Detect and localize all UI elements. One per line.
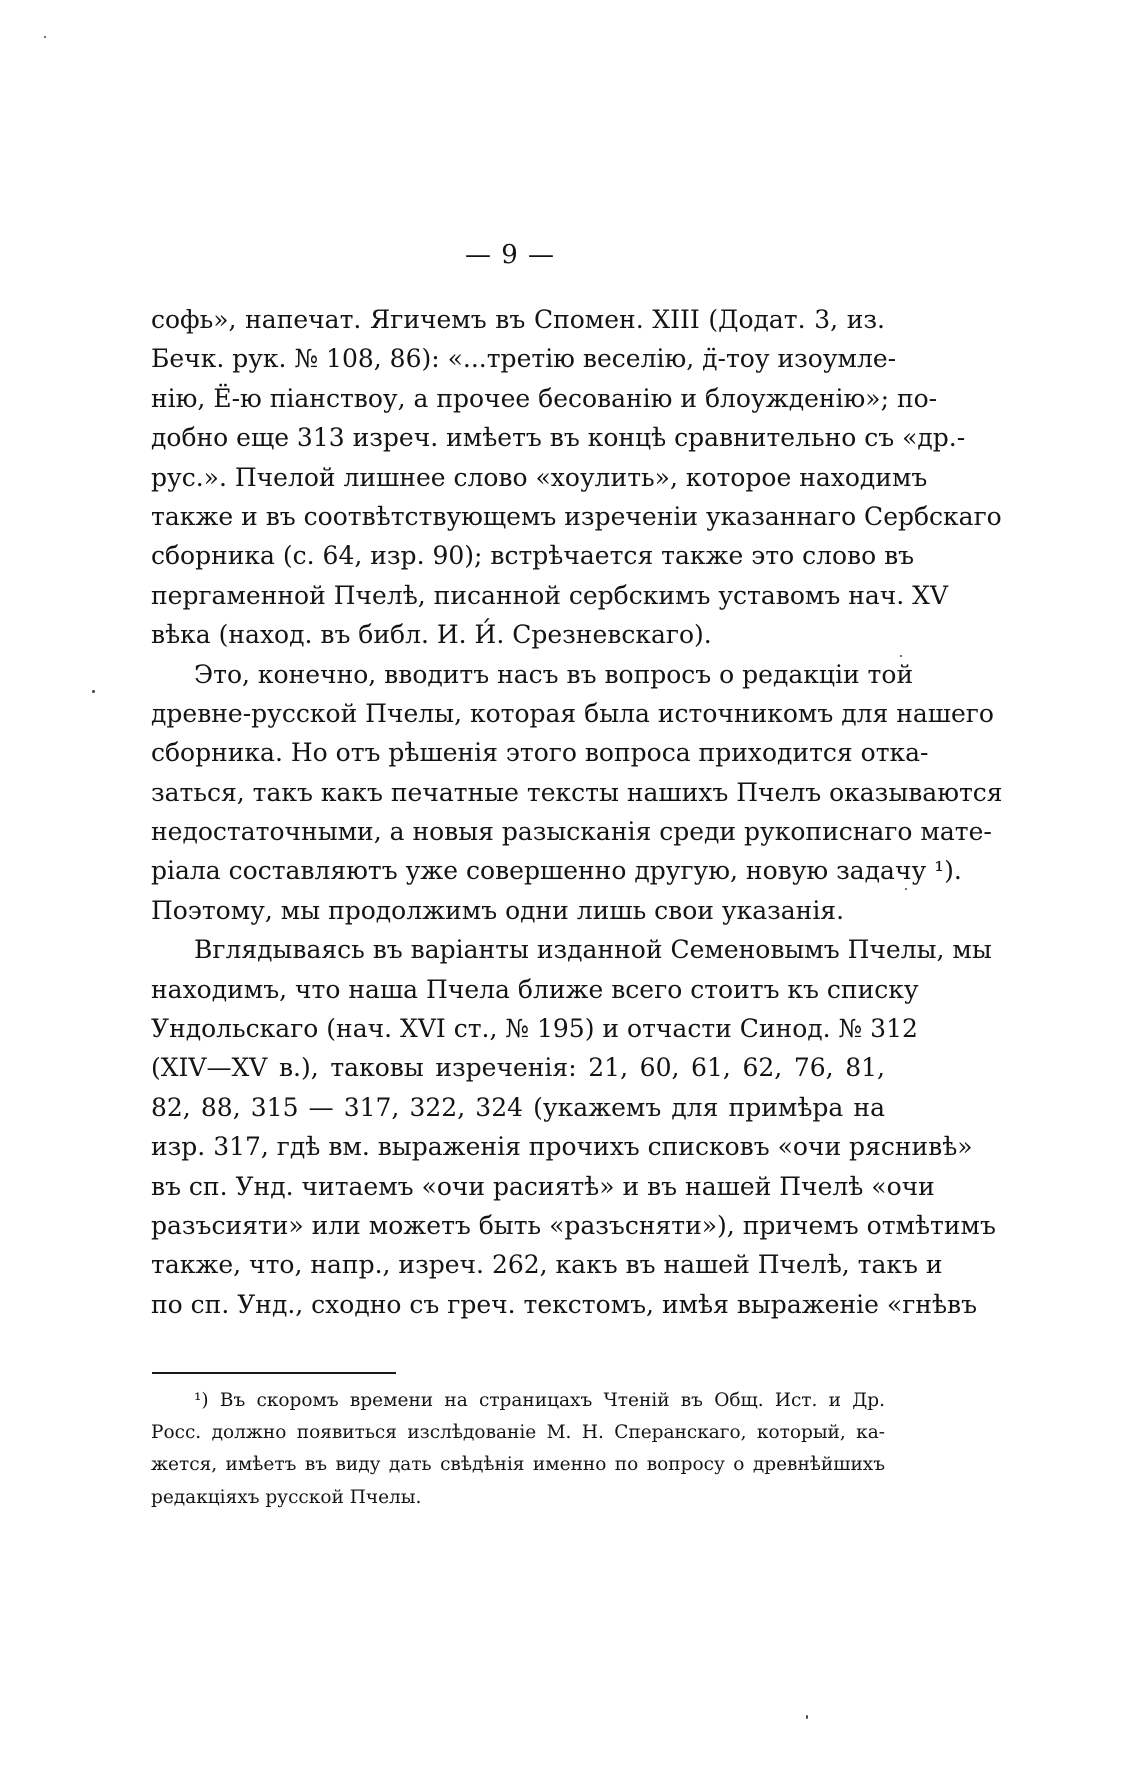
scan-speck	[900, 655, 902, 657]
text-line: древне-русской Пчелы, которая была источникомъ для нашего	[151, 698, 994, 728]
scan-speck	[905, 888, 907, 890]
text-line: рус.». Пчелой лишнее слово «хоулить», которое находимъ	[151, 462, 928, 492]
footnote	[151, 1385, 885, 1514]
body-text	[151, 300, 1003, 1324]
scan-speck	[806, 1715, 808, 1719]
text-line: Ундольскаго (нач. XVI ст., № 195) и отчасти Синод. № 312	[151, 1014, 918, 1044]
scan-speck	[44, 36, 46, 38]
footnote-line: жется, имѣетъ въ виду дать свѣдѣнія именно по вопросу о древнѣйшихъ	[151, 1454, 885, 1476]
scan-speck	[92, 690, 95, 693]
text-line: Вглядываясь въ варіанты изданной Семеновымъ Пчелы, мы	[194, 935, 992, 965]
text-line: находимъ, что наша Пчела ближе всего стоитъ къ списку	[151, 974, 919, 1004]
text-line: въ сп. Унд. читаемъ «очи расиятѣ» и въ нашей Пчелѣ «очи	[151, 1171, 935, 1201]
page-number: — 9 —	[464, 240, 556, 270]
text-line: ріала составляютъ уже совершенно другую, новую задачу ¹).	[151, 856, 962, 886]
text-line: недостаточными, а новыя разысканія среди рукописнаго мате-	[151, 817, 992, 847]
footnote-divider	[152, 1372, 396, 1374]
text-line: заться, такъ какъ печатные тексты нашихъ Пчелъ оказываются	[151, 777, 1003, 807]
footnote-line: редакціяхъ русской Пчелы.	[151, 1486, 422, 1508]
text-line: вѣка (наход. въ библ. И. И́. Срезневскаго).	[151, 620, 712, 650]
text-line: сборника (с. 64, изр. 90); встрѣчается также это слово въ	[151, 541, 915, 571]
text-line: 82, 88, 315 — 317, 322, 324 (укажемъ для примѣра на	[151, 1092, 885, 1122]
text-line: изр. 317, гдѣ вм. выраженія прочихъ списковъ «очи ряснивѣ»	[151, 1132, 973, 1162]
text-line: разъсияти» или можетъ быть «разъсняти»), причемъ отмѣтимъ	[151, 1210, 996, 1240]
text-line: Бечк. рук. № 108, 86): «...третію веселію, д̈-тоу изоумле-	[151, 344, 897, 374]
text-line: также и въ соотвѣтствующемъ изреченіи указаннаго Сербскаго	[151, 501, 1002, 531]
text-line: софь», напечат. Ягичемъ въ Спомен. XIII (Додат. 3, из.	[151, 305, 885, 334]
text-line: также, что, напр., изреч. 262, какъ въ нашей Пчелѣ, такъ и	[151, 1250, 943, 1280]
text-line: Поэтому, мы продолжимъ одни лишь свои указанія.	[151, 895, 845, 925]
text-line: сборника. Но отъ рѣшенія этого вопроса приходится отка-	[151, 738, 929, 768]
footnote-line: ¹) Въ скоромъ времени на страницахъ Чтеній въ Общ. Ист. и Др.	[194, 1390, 885, 1411]
text-line: пергаменной Пчелѣ, писанной сербскимъ уставомъ нач. XV	[151, 580, 949, 610]
footnote-line: Росс. должно появиться изслѣдованіе М. Н. Сперанскаго, который, ка-	[151, 1422, 885, 1444]
text-line: нію, Ё-ю піанствоу, а прочее бесованію и блоужденію»; по-	[151, 383, 938, 413]
text-line: Это, конечно, вводитъ насъ въ вопросъ о редакціи той	[194, 659, 914, 689]
text-line: (XIV—XV в.), таковы изреченія: 21, 60, 61, 62, 76, 81,	[151, 1053, 885, 1083]
text-line: по сп. Унд., сходно съ греч. текстомъ, имѣя выраженіе «гнѣвъ	[151, 1289, 978, 1319]
text-line: добно еще 313 изреч. имѣетъ въ концѣ сравнительно съ «др.-	[151, 423, 966, 453]
